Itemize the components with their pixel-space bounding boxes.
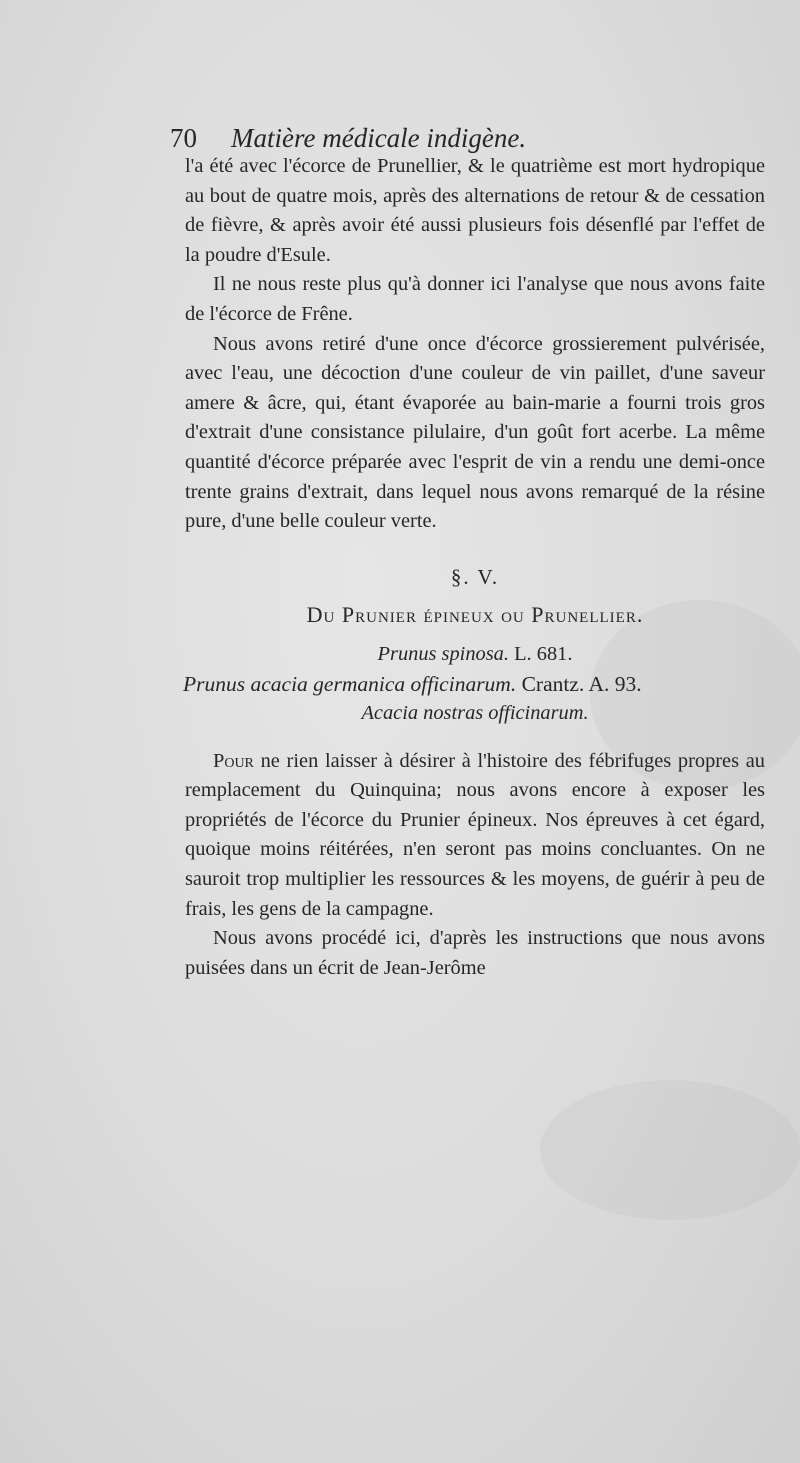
- species-synonym: [185, 699, 765, 729]
- species-name: Acacia nostras officinarum.: [361, 702, 589, 725]
- species-reference: Crantz. A. 93.: [521, 671, 642, 696]
- lead-word: Pour: [213, 749, 254, 772]
- spacer: [185, 729, 765, 747]
- paragraph-text: ne rien laisser à désirer à l'histoire des fébrifuges propres au remplacement du Quinquina; nous avons encore à exposer les propriétés de l'écorce du Prunier épineux. Nos épreuves à cet égard, quoique moins réitérées, n'en seront pas moins concluantes. On ne sauroit trop multiplier les ressources & les moyens, de guérir à peu de frais, les gens de la campagne.: [185, 749, 765, 920]
- section-number: §. V.: [450, 564, 500, 589]
- paragraph: Il ne nous reste plus qu'à donner ici l'analyse que nous avons faite de l'écorce de Frêne.: [185, 273, 765, 325]
- running-title: Matière médicale indigène.: [231, 123, 527, 153]
- species-synonym: [183, 670, 765, 700]
- page-number: 70: [170, 123, 197, 153]
- species-synonym: [185, 640, 765, 670]
- body-text: [185, 152, 765, 983]
- paragraph: Nous avons retiré d'une once d'écorce grossierement pulvérisée, avec l'eau, une décoction d'une couleur de vin paillet, d'une saveur amere & âcre, qui, étant évaporée au bain-marie a fourni trois gros d'extrait d'une consistance pilulaire, d'un goût fort acerbe. La même quantité d'écorce préparée avec l'esprit de vin a rendu une demi-once trente grains d'extrait, dans lequel nous avons remarqué de la résine pure, d'une belle couleur verte.: [185, 332, 765, 533]
- paragraph: Nous avons procédé ici, d'après les instructions que nous avons puisées dans un écrit de Jean-Jerôme: [185, 927, 765, 979]
- paragraph: l'a été avec l'écorce de Prunellier, & le quatrième est mort hydropique au bout de quatre mois, après des alternations de retour & de cessation de fièvre, & après avoir été aussi plusieurs fois désenflé par l'effet de la poudre d'Esule.: [185, 155, 765, 266]
- paragraph: [185, 747, 765, 925]
- species-reference: L. 681.: [514, 642, 573, 665]
- species-name: Prunus spinosa.: [377, 642, 509, 665]
- paper-stain: [540, 1080, 800, 1220]
- species-name: Prunus acacia germanica officinarum.: [183, 671, 517, 696]
- section-title: Du Prunier épineux ou Prunellier.: [306, 602, 644, 628]
